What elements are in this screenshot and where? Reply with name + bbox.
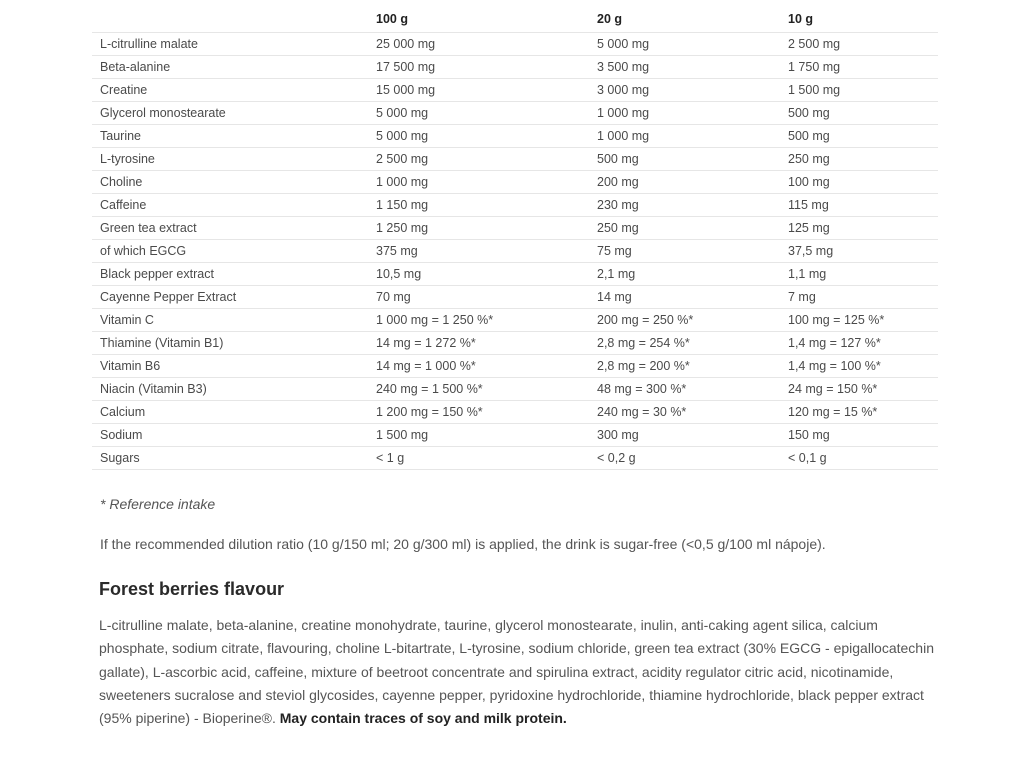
nutrient-name-cell: Thiamine (Vitamin B1) <box>92 332 368 355</box>
value-20g-cell: 75 mg <box>589 240 780 263</box>
nutrient-name-cell: Choline <box>92 171 368 194</box>
table-row <box>92 217 938 240</box>
nutrient-name-cell: Vitamin B6 <box>92 355 368 378</box>
value-100g-cell: 15 000 mg <box>368 79 589 102</box>
ingredients-list: L-citrulline malate, beta-alanine, creatine monohydrate, taurine, glycerol monostearate, inulin, anti-caking agent silica, calcium phosphate, sodium citrate, flavouring, choline L-bitartrate, L-tyrosine, sodium chloride, green tea extract (30% EGCG - epigallocatechin gallate), L-ascorbic acid, caffeine, mixture of beetroot concentrate and spirulina extract, acidity regulator citric acid, nicotinamide, sweeteners sucralose and steviol glycosides, cayenne pepper, pyridoxine hydrochloride, thiamine hydrochloride, black pepper extract (95% piperine) - Bioperine®. <box>99 617 934 727</box>
value-20g-cell: 14 mg <box>589 286 780 309</box>
nutrient-name-cell: L-citrulline malate <box>92 33 368 56</box>
value-100g-cell: 2 500 mg <box>368 148 589 171</box>
table-row <box>92 148 938 171</box>
table-row <box>92 332 938 355</box>
table-row <box>92 79 938 102</box>
value-100g-cell: 10,5 mg <box>368 263 589 286</box>
ingredients-text <box>99 614 944 730</box>
value-20g-cell: 230 mg <box>589 194 780 217</box>
table-row <box>92 33 938 56</box>
value-10g-cell: < 0,1 g <box>780 447 938 470</box>
value-10g-cell: 250 mg <box>780 148 938 171</box>
value-10g-cell: 115 mg <box>780 194 938 217</box>
value-20g-cell: 3 000 mg <box>589 79 780 102</box>
header-cell-10g: 10 g <box>788 12 814 26</box>
value-10g-cell: 150 mg <box>780 424 938 447</box>
value-10g-cell: 37,5 mg <box>780 240 938 263</box>
table-row <box>92 447 938 470</box>
value-20g-cell: 300 mg <box>589 424 780 447</box>
nutrient-name-cell: Niacin (Vitamin B3) <box>92 378 368 401</box>
nutrient-name-cell: Taurine <box>92 125 368 148</box>
nutrient-name-cell: L-tyrosine <box>92 148 368 171</box>
table-row <box>92 263 938 286</box>
allergen-warning: May contain traces of soy and milk protein. <box>279 710 567 727</box>
nutrient-name-cell: Cayenne Pepper Extract <box>92 286 368 309</box>
nutrient-name-cell: Vitamin C <box>92 309 368 332</box>
value-100g-cell: 1 150 mg <box>368 194 589 217</box>
value-10g-cell: 1 750 mg <box>780 56 938 79</box>
value-100g-cell: 17 500 mg <box>368 56 589 79</box>
value-20g-cell: 250 mg <box>589 217 780 240</box>
value-100g-cell: 240 mg = 1 500 %* <box>368 378 589 401</box>
value-10g-cell: 500 mg <box>780 102 938 125</box>
value-20g-cell: 3 500 mg <box>589 56 780 79</box>
table-row <box>92 355 938 378</box>
table-row <box>92 401 938 424</box>
value-100g-cell: 1 250 mg <box>368 217 589 240</box>
nutrient-name-cell: of which EGCG <box>92 240 368 263</box>
value-20g-cell: 1 000 mg <box>589 125 780 148</box>
header-cell-100g: 100 g <box>376 12 408 26</box>
nutrient-name-cell: Caffeine <box>92 194 368 217</box>
value-20g-cell: 500 mg <box>589 148 780 171</box>
value-10g-cell: 1,4 mg = 127 %* <box>780 332 938 355</box>
value-20g-cell: 200 mg = 250 %* <box>589 309 780 332</box>
value-100g-cell: 5 000 mg <box>368 102 589 125</box>
value-20g-cell: 1 000 mg <box>589 102 780 125</box>
value-20g-cell: 5 000 mg <box>589 33 780 56</box>
value-10g-cell: 2 500 mg <box>780 33 938 56</box>
value-100g-cell: 14 mg = 1 000 %* <box>368 355 589 378</box>
nutrition-table <box>92 6 938 470</box>
value-20g-cell: 240 mg = 30 %* <box>589 401 780 424</box>
table-row <box>92 378 938 401</box>
table-row <box>92 171 938 194</box>
reference-intake-note: * Reference intake <box>100 496 216 512</box>
nutrient-name-cell: Calcium <box>92 401 368 424</box>
value-100g-cell: 25 000 mg <box>368 33 589 56</box>
value-10g-cell: 100 mg = 125 %* <box>780 309 938 332</box>
value-10g-cell: 120 mg = 15 %* <box>780 401 938 424</box>
value-20g-cell: 200 mg <box>589 171 780 194</box>
nutrient-name-cell: Creatine <box>92 79 368 102</box>
value-100g-cell: 1 500 mg <box>368 424 589 447</box>
table-row <box>92 309 938 332</box>
value-10g-cell: 1,4 mg = 100 %* <box>780 355 938 378</box>
value-10g-cell: 500 mg <box>780 125 938 148</box>
table-row <box>92 125 938 148</box>
nutrient-name-cell: Glycerol monostearate <box>92 102 368 125</box>
value-100g-cell: 5 000 mg <box>368 125 589 148</box>
nutrient-name-cell: Beta-alanine <box>92 56 368 79</box>
value-100g-cell: < 1 g <box>368 447 589 470</box>
value-100g-cell: 375 mg <box>368 240 589 263</box>
value-100g-cell: 1 000 mg <box>368 171 589 194</box>
table-body <box>92 33 938 470</box>
value-20g-cell: < 0,2 g <box>589 447 780 470</box>
value-20g-cell: 48 mg = 300 %* <box>589 378 780 401</box>
table-row <box>92 56 938 79</box>
value-10g-cell: 1 500 mg <box>780 79 938 102</box>
table-row <box>92 194 938 217</box>
table-row <box>92 286 938 309</box>
flavour-title: Forest berries flavour <box>99 579 285 599</box>
value-10g-cell: 125 mg <box>780 217 938 240</box>
value-100g-cell: 1 000 mg = 1 250 %* <box>368 309 589 332</box>
header-cell <box>92 6 368 33</box>
value-10g-cell: 100 mg <box>780 171 938 194</box>
value-10g-cell: 7 mg <box>780 286 938 309</box>
nutrient-name-cell: Black pepper extract <box>92 263 368 286</box>
value-20g-cell: 2,8 mg = 254 %* <box>589 332 780 355</box>
table-row <box>92 102 938 125</box>
header-cell-20g: 20 g <box>597 12 623 26</box>
table-row <box>92 424 938 447</box>
value-10g-cell: 24 mg = 150 %* <box>780 378 938 401</box>
table-row <box>92 240 938 263</box>
value-20g-cell: 2,1 mg <box>589 263 780 286</box>
value-20g-cell: 2,8 mg = 200 %* <box>589 355 780 378</box>
nutrient-name-cell: Sugars <box>92 447 368 470</box>
value-100g-cell: 14 mg = 1 272 %* <box>368 332 589 355</box>
value-100g-cell: 70 mg <box>368 286 589 309</box>
nutrient-name-cell: Green tea extract <box>92 217 368 240</box>
dilution-note: If the recommended dilution ratio (10 g/150 ml; 20 g/300 ml) is applied, the drink is sugar-free (<0,5 g/100 ml nápoje). <box>100 536 826 552</box>
nutrient-name-cell: Sodium <box>92 424 368 447</box>
table-header-row <box>92 6 938 33</box>
value-100g-cell: 1 200 mg = 150 %* <box>368 401 589 424</box>
value-10g-cell: 1,1 mg <box>780 263 938 286</box>
